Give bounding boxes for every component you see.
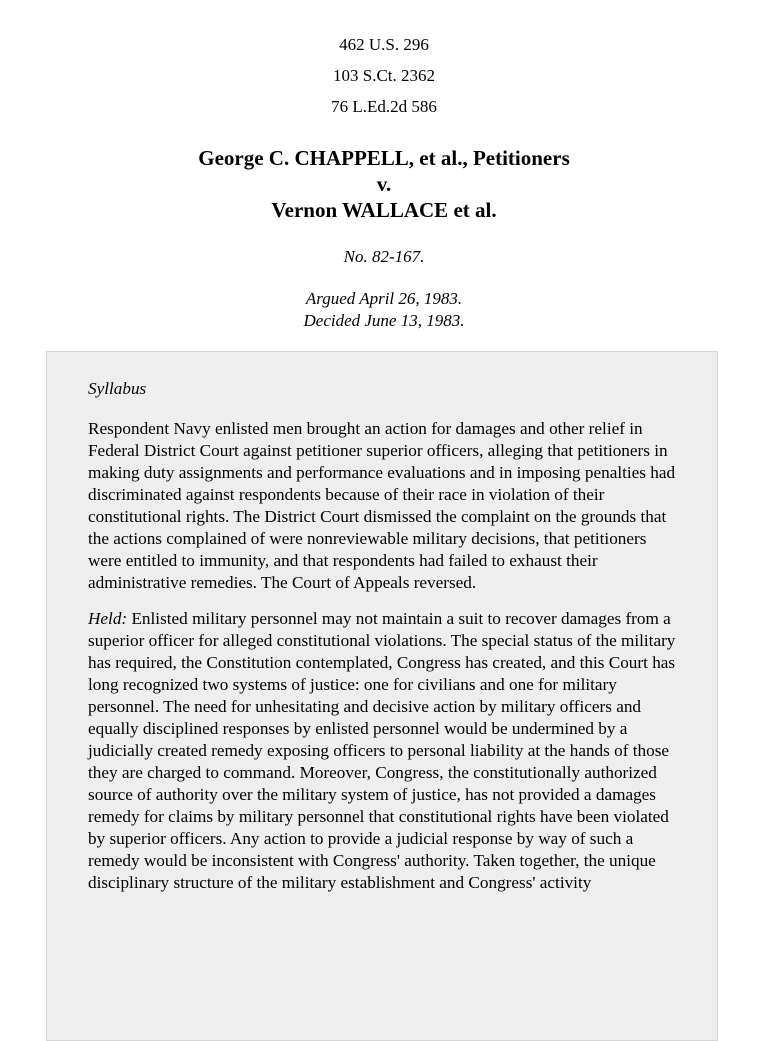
respondents-name: Vernon WALLACE et al. bbox=[271, 198, 497, 222]
syllabus-paragraph-facts: Respondent Navy enlisted men brought an action for damages and other relief in Federal District Court against petitioner superior officers, alleging that petitioners in making duty assignments and performance evaluations and in imposing penalties had discriminated against respondents because of their race in violation of their constitutional rights. The District Court dismissed the complaint on the grounds that the actions complained of were nonreviewable military decisions, that petitioners were entitled to immunity, and that respondents had failed to exhaust their administrative remedies. The Court of Appeals reversed. bbox=[88, 419, 676, 592]
case-title bbox=[0, 145, 768, 223]
argued-date: Argued April 26, 1983. bbox=[305, 289, 463, 308]
held-label: Held: bbox=[88, 609, 128, 628]
syllabus-heading: Syllabus bbox=[88, 379, 147, 398]
petitioners-name: George C. CHAPPELL, et al., Petitioners bbox=[198, 146, 570, 170]
held-text: Enlisted military personnel may not maintain a suit to recover damages from a superior officer for alleged constitutional violations. The special status of the military has required, the Constitution contemplated, Congress has created, and this Court has long recognized two systems of justice: one for civilians and one for military personnel. The need for unhesitating and decisive action by military officers and equally disciplined responses by enlisted personnel would be undermined by a judicially created remedy exposing officers to personal liability at the hands of those they are charged to command. Moreover, Congress, the constitutionally authorized source of authority over the military system of justice, has not provided a damages remedy for claims by military personnel that constitutional rights have been violated by superior officers. Any action to provide a judicial response by way of such a remedy would be inconsistent with Congress' authority. Taken together, the unique disciplinary structure of the military establishment and Congress' activity bbox=[88, 609, 676, 892]
decided-date: Decided June 13, 1983. bbox=[303, 311, 465, 330]
citation-us-reports: 462 U.S. 296 bbox=[339, 35, 429, 54]
citation-supreme-court-reporter: 103 S.Ct. 2362 bbox=[332, 66, 436, 85]
versus-label: v. bbox=[376, 172, 392, 196]
docket-number: No. 82-167. bbox=[343, 247, 425, 266]
citation-lawyers-edition: 76 L.Ed.2d 586 bbox=[331, 97, 437, 116]
case-dates bbox=[0, 288, 768, 332]
syllabus-paragraph-held bbox=[88, 608, 677, 894]
case-citations bbox=[0, 34, 768, 127]
syllabus-panel bbox=[46, 351, 718, 1041]
